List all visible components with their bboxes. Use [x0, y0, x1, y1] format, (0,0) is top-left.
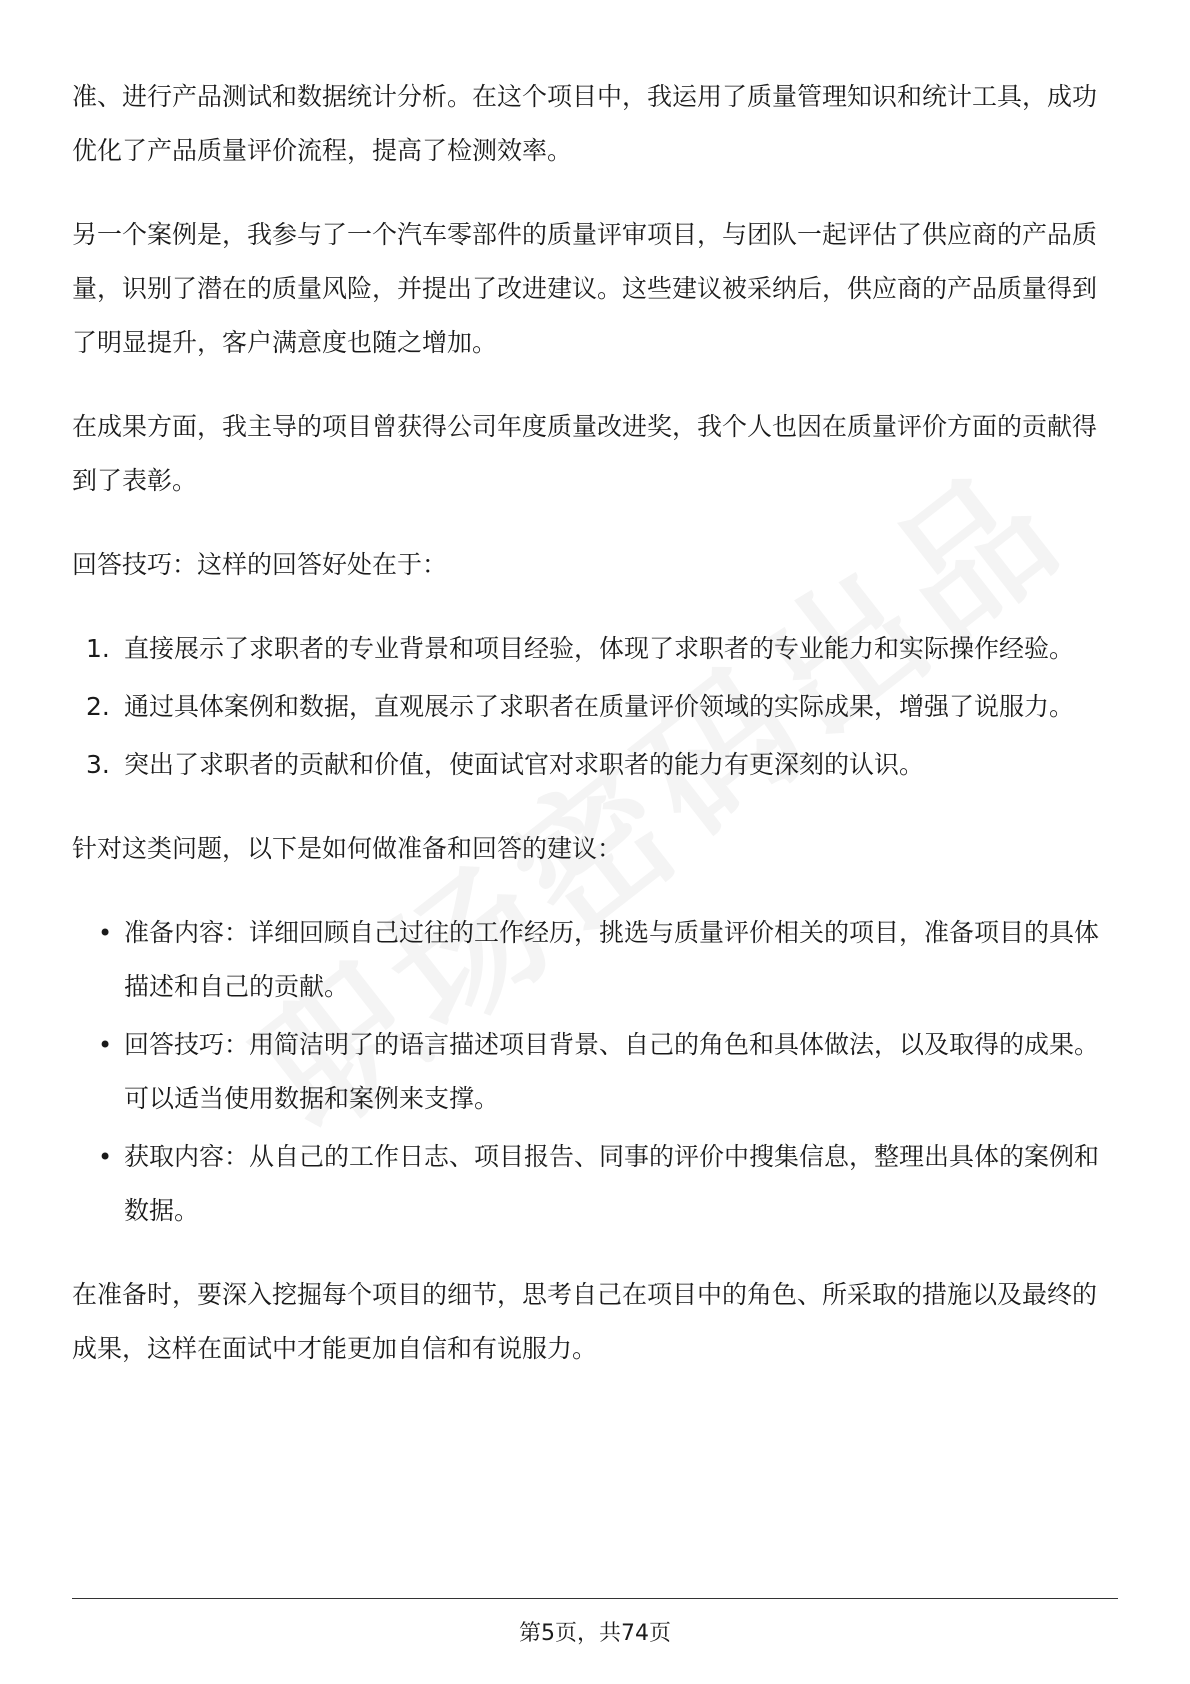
- bullet-icon: •: [98, 1143, 113, 1171]
- list-item: [72, 738, 1118, 792]
- paragraph-prep-heading: 针对这类问题，以下是如何做准备和回答的建议：: [72, 834, 623, 863]
- list-item: [72, 680, 1118, 734]
- list-item-text: 获取内容：从自己的工作日志、项目报告、同事的评价中搜集信息，整理出具体的案例和数据。: [124, 1142, 1100, 1225]
- page-content: [72, 70, 1118, 1406]
- list-number: 1.: [86, 634, 110, 663]
- list-number: 2.: [86, 692, 110, 721]
- paragraph-tips-heading: 回答技巧：这样的回答好处在于：: [72, 550, 448, 579]
- list-item-text: 准备内容：详细回顾自己过往的工作经历，挑选与质量评价相关的项目，准备项目的具体描述和自己的贡献。: [124, 918, 1100, 1001]
- bullet-list: [72, 906, 1118, 1238]
- list-item: [72, 906, 1118, 1014]
- paragraph-case-study: 另一个案例是，我参与了一个汽车零部件的质量评审项目，与团队一起评估了供应商的产品质量，识别了潜在的质量风险，并提出了改进建议。这些建议被采纳后，供应商的产品质量得到了明显提升，客户满意度也随之增加。: [72, 220, 1098, 357]
- list-item: [72, 1018, 1118, 1126]
- list-number: 3.: [86, 750, 110, 779]
- list-item: [72, 1130, 1118, 1238]
- paragraph-conclusion: 在准备时，要深入挖掘每个项目的细节，思考自己在项目中的角色、所采取的措施以及最终的成果，这样在面试中才能更加自信和有说服力。: [72, 1280, 1098, 1363]
- bullet-icon: •: [98, 1031, 113, 1059]
- bullet-icon: •: [98, 919, 113, 947]
- paragraph-achievements: 在成果方面，我主导的项目曾获得公司年度质量改进奖，我个人也因在质量评价方面的贡献得到了表彰。: [72, 412, 1098, 495]
- list-item-text: 回答技巧：用简洁明了的语言描述项目背景、自己的角色和具体做法，以及取得的成果。可以适当使用数据和案例来支撑。: [124, 1030, 1100, 1113]
- list-item-text: 直接展示了求职者的专业背景和项目经验，体现了求职者的专业能力和实际操作经验。: [124, 634, 1075, 663]
- numbered-list: [72, 622, 1118, 792]
- list-item: [72, 622, 1118, 676]
- list-item-text: 通过具体案例和数据，直观展示了求职者在质量评价领域的实际成果，增强了说服力。: [124, 692, 1075, 721]
- footer-divider: [72, 1598, 1118, 1599]
- paragraph-intro: 准、进行产品测试和数据统计分析。在这个项目中，我运用了质量管理知识和统计工具，成功优化了产品质量评价流程，提高了检测效率。: [72, 82, 1098, 165]
- list-item-text: 突出了求职者的贡献和价值，使面试官对求职者的能力有更深刻的认识。: [124, 750, 925, 779]
- page-number: 第5页，共74页: [519, 1621, 671, 1646]
